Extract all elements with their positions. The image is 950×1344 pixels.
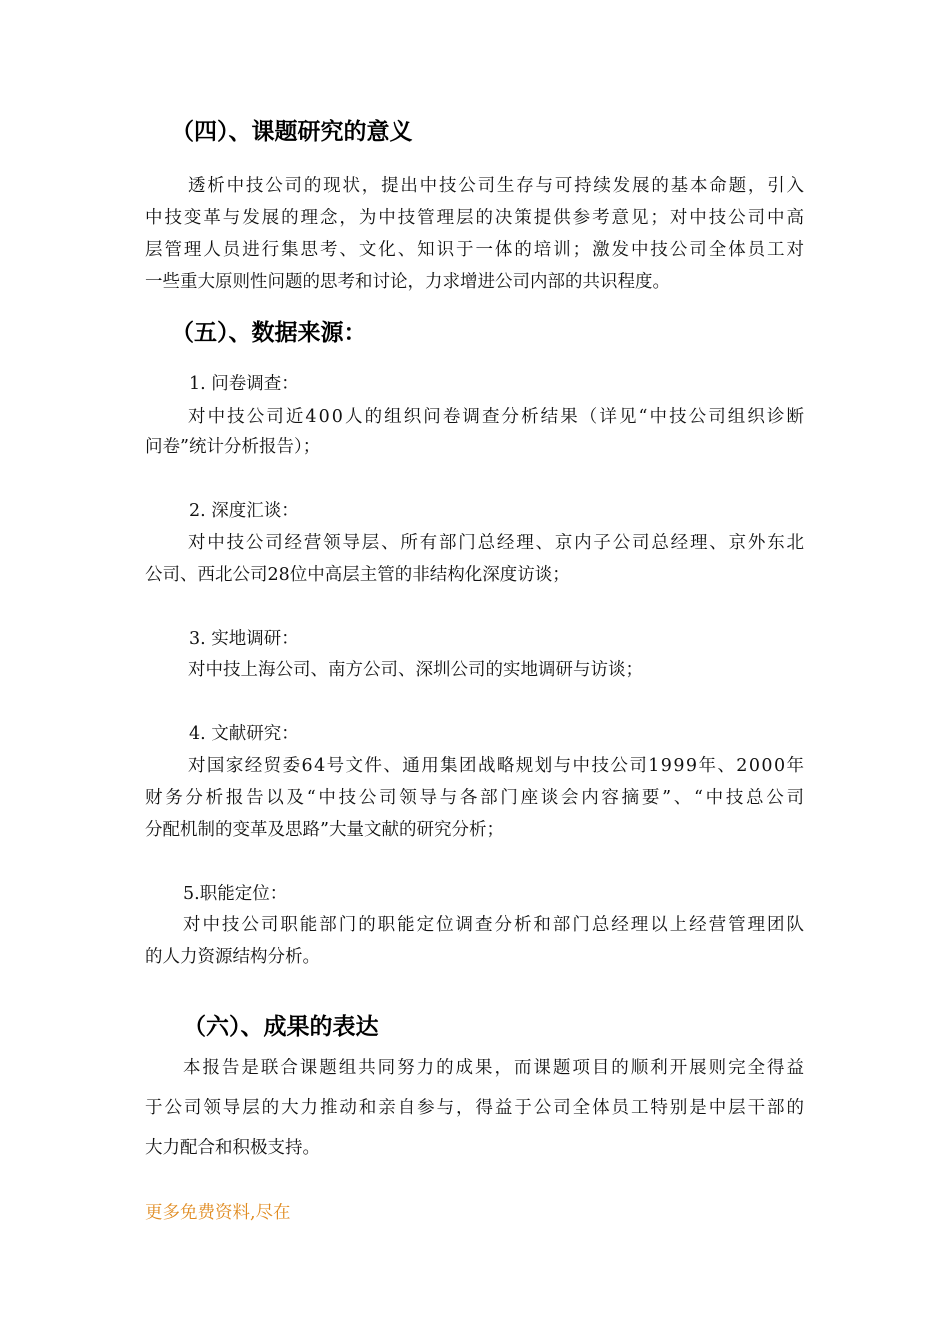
- item-1-label: 1. 问卷调查：: [189, 374, 299, 394]
- section-4-heading: （四）、课题研究的意义: [171, 119, 413, 145]
- item-2-line: 对中技公司经营领导层、所有部门总经理、京内子公司总经理、京外东北: [188, 533, 806, 553]
- item-4-label: 4. 文献研究：: [189, 724, 299, 744]
- item-3-label: 3. 实地调研：: [189, 629, 299, 649]
- footer-promo-link[interactable]: 更多免费资料,尽在: [145, 1203, 291, 1223]
- section-4-line: 层管理人员进行集思考、文化、知识于一体的培训；激发中技公司全体员工对: [145, 240, 806, 260]
- section-6-heading: （六）、成果的表达: [183, 1014, 379, 1040]
- item-4-line: 分配机制的变革及思路”大量文献的研究分析；: [145, 820, 504, 840]
- section-5-heading: （五）、数据来源：: [171, 320, 367, 346]
- item-5-line: 的人力资源结构分析。: [145, 947, 320, 967]
- section-6-line: 大力配合和积极支持。: [145, 1138, 320, 1158]
- item-1-line: 对中技公司近400人的组织问卷调查分析结果（详见“中技公司组织诊断: [188, 407, 807, 427]
- item-1-line: 问卷”统计分析报告）；: [145, 437, 321, 457]
- item-5-label: 5.职能定位：: [183, 884, 288, 904]
- section-6-line: 于公司领导层的大力推动和亲自参与，得益于公司全体员工特别是中层干部的: [145, 1098, 806, 1118]
- section-4-line: 一些重大原则性问题的思考和讨论，力求增进公司内部的共识程度。: [145, 272, 670, 292]
- item-2-line: 公司、西北公司28位中高层主管的非结构化深度访谈；: [145, 565, 570, 585]
- item-4-line: 财务分析报告以及“中技公司领导与各部门座谈会内容摘要”、“中技总公司: [145, 788, 807, 808]
- item-5-line: 对中技公司职能部门的职能定位调查分析和部门总经理以上经营管理团队: [183, 915, 806, 935]
- section-6-line: 本报告是联合课题组共同努力的成果，而课题项目的顺利开展则完全得益: [183, 1058, 806, 1078]
- section-4-line: 透析中技公司的现状，提出中技公司生存与可持续发展的基本命题，引入: [188, 176, 806, 196]
- section-4-line: 中技变革与发展的理念，为中技管理层的决策提供参考意见；对中技公司中高: [145, 208, 806, 228]
- item-4-line: 对国家经贸委64号文件、通用集团战略规划与中技公司1999年、2000年: [188, 756, 806, 776]
- item-2-label: 2. 深度汇谈：: [189, 501, 299, 521]
- item-3-line: 对中技上海公司、南方公司、深圳公司的实地调研与访谈；: [188, 660, 643, 680]
